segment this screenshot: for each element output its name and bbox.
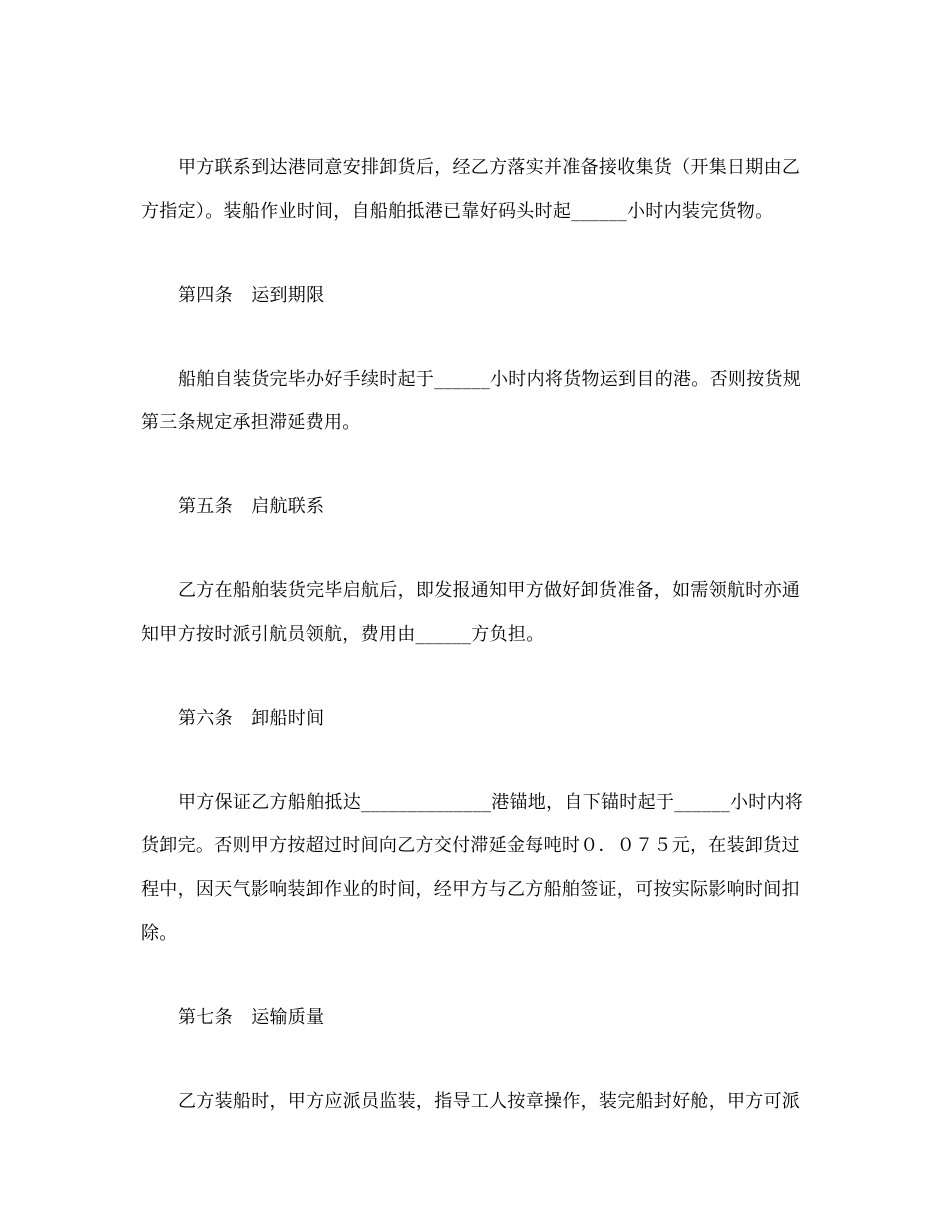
article-4-heading: 第四条 运到期限: [178, 285, 325, 306]
paragraph-5-line-1: 乙方装船时，甲方应派员监装，指导工人按章操作，装完船封好舱，甲方可派: [178, 1091, 801, 1112]
paragraph-3-line-2: 知甲方按时派引航员领航，费用由______方负担。: [141, 624, 545, 645]
paragraph-1-line-1: 甲方联系到达港同意安排卸货后，经乙方落实并准备接收集货（开集日期由乙: [178, 157, 801, 178]
paragraph-1-line-2: 方指定）。装船作业时间，自船舶抵港已靠好码头时起______小时内装完货物。: [141, 201, 774, 222]
paragraph-4-line-4: 除。: [141, 923, 178, 944]
article-6-heading: 第六条 卸船时间: [178, 708, 325, 729]
article-5-heading: 第五条 启航联系: [178, 496, 325, 517]
article-7-heading: 第七条 运输质量: [178, 1007, 325, 1028]
paragraph-4-line-2: 货卸完。否则甲方按超过时间向乙方交付滞延金每吨时０．０７５元，在装卸货过: [141, 835, 800, 856]
paragraph-2-line-2: 第三条规定承担滞延费用。: [141, 412, 361, 433]
paragraph-4-line-3: 程中，因天气影响装卸作业的时间，经甲方与乙方船舶签证，可按实际影响时间扣: [141, 879, 800, 900]
paragraph-3-line-1: 乙方在船舶装货完毕启航后，即发报通知甲方做好卸货准备，如需领航时亦通: [178, 580, 801, 601]
paragraph-4-line-1: 甲方保证乙方船舶抵达______________港锚地，自下锚时起于______小时内将: [178, 792, 804, 813]
paragraph-2-line-1: 船舶自装货完毕办好手续时起于______小时内将货物运到目的港。否则按货规: [178, 369, 802, 390]
